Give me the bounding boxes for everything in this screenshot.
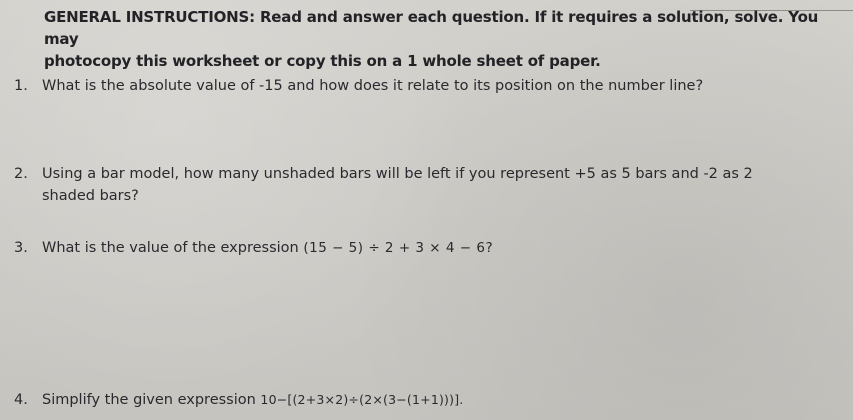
question-4 [14, 389, 834, 411]
question-number: 4. [14, 392, 28, 408]
question-text: What is the absolute value of -15 and how does it relate to its position on the number line? [42, 78, 704, 94]
instructions-line-2: photocopy this worksheet or copy this on a 1 whole sheet of paper. [44, 52, 601, 70]
question-text-line-2: shaded bars? [42, 188, 139, 204]
question-text-line-1: Using a bar model, how many unshaded bars will be left if you represent +5 as 5 bars and -2 as 2 [42, 166, 753, 182]
general-instructions [44, 6, 844, 72]
question-expression: 10−[(2+3×2)÷(2×(3−(1+1)))]. [260, 392, 464, 407]
question-number: 2. [14, 166, 28, 182]
question-number: 1. [14, 78, 28, 94]
question-text: Simplify the given expression [42, 392, 256, 408]
question-expression: (15 − 5) ÷ 2 + 3 × 4 − 6? [303, 240, 494, 256]
question-3 [14, 237, 834, 259]
question-2 [14, 163, 834, 207]
instructions-line-1: GENERAL INSTRUCTIONS: Read and answer each question. If it requires a solution, solve. You may [44, 8, 819, 48]
question-text: What is the value of the expression [42, 240, 299, 256]
question-number: 3. [14, 240, 28, 256]
question-1 [14, 75, 834, 97]
